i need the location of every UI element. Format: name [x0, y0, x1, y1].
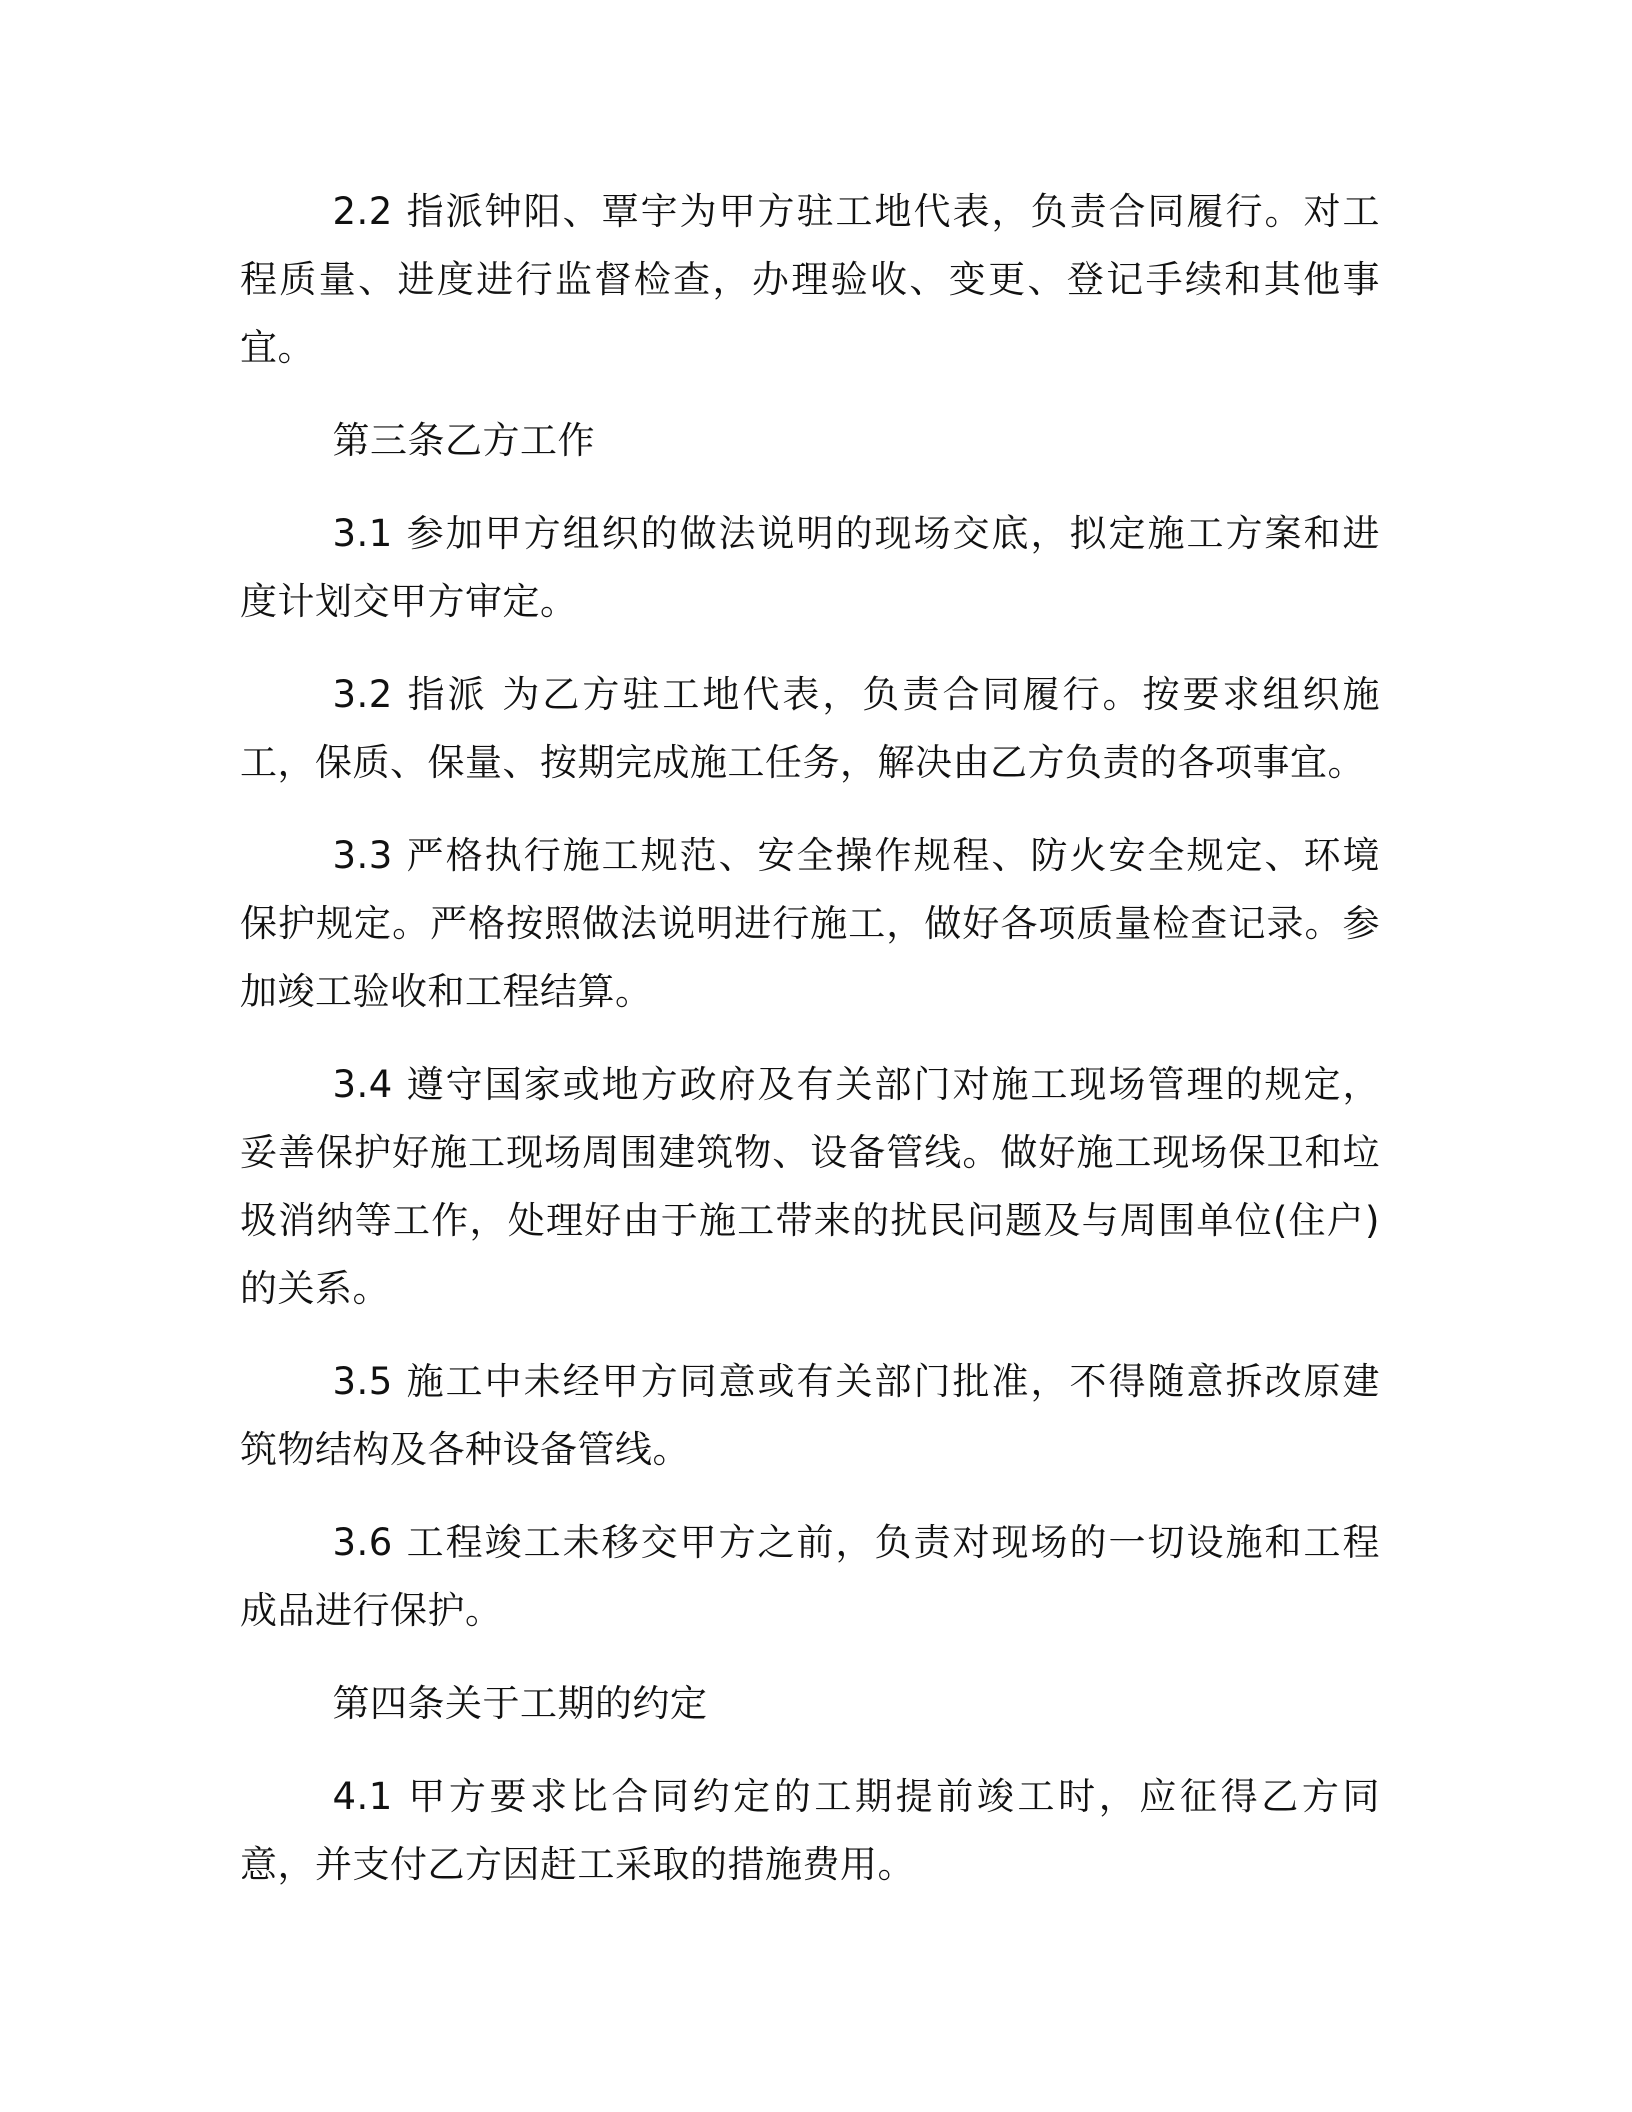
clause-3-3: 3.3 严格执行施工规范、安全操作规程、防火安全规定、环境保护规定。严格按照做法说明进行施工，做好各项质量检查记录。参加竣工验收和工程结算。 [240, 834, 1380, 1013]
clause-2-2: 2.2 指派钟阳、覃宇为甲方驻工地代表，负责合同履行。对工程质量、进度进行监督检查，办理验收、变更、登记手续和其他事宜。 [240, 190, 1380, 369]
clause-3-4: 3.4 遵守国家或地方政府及有关部门对施工现场管理的规定，妥善保护好施工现场周围建筑物、设备管线。做好施工现场保卫和垃圾消纳等工作，处理好由于施工带来的扰民问题及与周围单位(住户)的关系。 [240, 1063, 1380, 1310]
clause-3-5: 3.5 施工中未经甲方同意或有关部门批准，不得随意拆改原建筑物结构及各种设备管线。 [240, 1360, 1380, 1471]
clause-3-2: 3.2 指派 为乙方驻工地代表，负责合同履行。按要求组织施工，保质、保量、按期完成施工任务，解决由乙方负责的各项事宜。 [240, 673, 1380, 784]
clause-3-1: 3.1 参加甲方组织的做法说明的现场交底，拟定施工方案和进度计划交甲方审定。 [240, 512, 1380, 623]
document-body [240, 178, 1380, 1924]
clause-4-1: 4.1 甲方要求比合同约定的工期提前竣工时，应征得乙方同意，并支付乙方因赶工采取的措施费用。 [240, 1775, 1380, 1886]
article-4-heading: 第四条关于工期的约定 [332, 1682, 708, 1725]
article-3-heading: 第三条乙方工作 [332, 419, 595, 462]
clause-3-6: 3.6 工程竣工未移交甲方之前，负责对现场的一切设施和工程成品进行保护。 [240, 1521, 1380, 1632]
